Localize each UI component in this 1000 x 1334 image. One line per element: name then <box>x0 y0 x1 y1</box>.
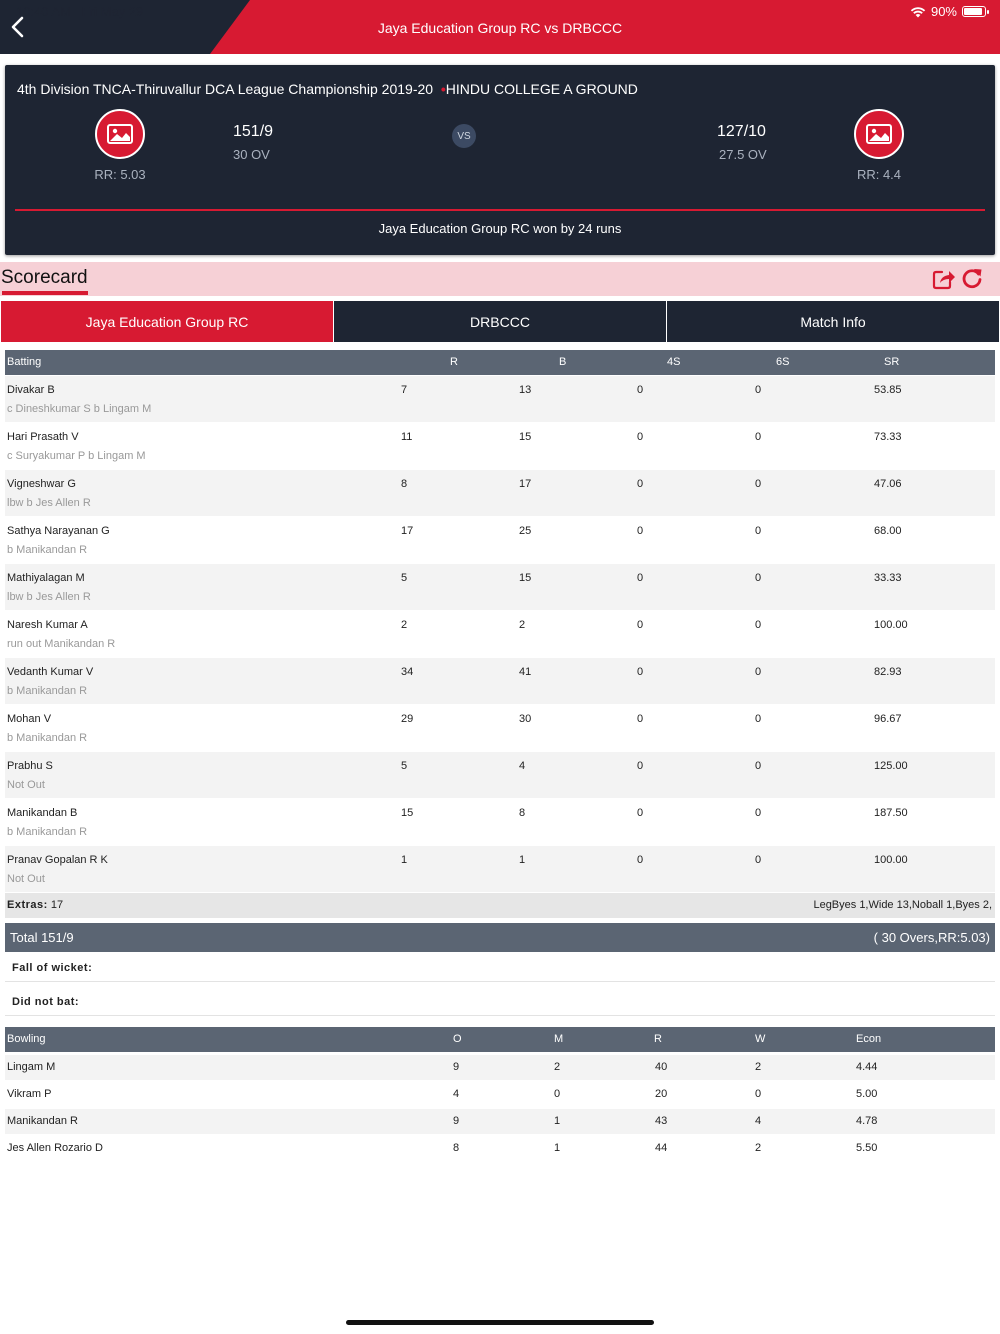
batter-name: Prabhu S <box>7 760 53 772</box>
dismissal-text: c Dineshkumar S b Lingam M <box>7 403 152 415</box>
sixes-cell: 0 <box>755 619 762 631</box>
team1-overs: 30 OV <box>233 147 270 162</box>
match-description <box>17 81 638 97</box>
share-icon <box>934 271 955 288</box>
fours-cell: 0 <box>637 666 644 678</box>
dismissal-text: c Suryakumar P b Lingam M <box>7 450 146 462</box>
balls-cell: 8 <box>519 807 526 819</box>
dismissal-text: b Manikandan R <box>7 732 88 744</box>
team2-score: 127/10 <box>717 123 766 140</box>
balls-cell: 4 <box>519 760 526 772</box>
fours-cell: 0 <box>637 478 644 490</box>
separator-dot: • <box>436 81 446 97</box>
extras-label: Extras: <box>7 899 48 911</box>
table-row[interactable] <box>5 1136 995 1161</box>
table-row[interactable] <box>5 470 995 516</box>
wifi-icon <box>910 6 926 18</box>
strike-rate-cell: 125.00 <box>874 760 908 772</box>
strike-rate-cell: 73.33 <box>874 431 902 443</box>
balls-cell: 41 <box>519 666 532 678</box>
strike-rate-cell: 33.33 <box>874 572 902 584</box>
table-row[interactable] <box>5 376 995 422</box>
team2-run-rate: RR: 4.4 <box>856 167 902 182</box>
team1-logo[interactable] <box>95 109 145 159</box>
table-row[interactable] <box>5 1082 995 1107</box>
table-row[interactable] <box>5 705 995 751</box>
runs-cell: 29 <box>401 713 414 725</box>
runs-cell: 5 <box>401 572 408 584</box>
runs-cell: 17 <box>401 525 414 537</box>
header-fours: 4S <box>667 356 681 368</box>
header-batting: Batting <box>7 356 42 368</box>
fours-cell: 0 <box>637 572 644 584</box>
team1-score: 151/9 <box>233 123 274 140</box>
strike-rate-cell: 100.00 <box>874 854 908 866</box>
sixes-cell: 0 <box>755 431 762 443</box>
fours-cell: 0 <box>637 760 644 772</box>
strike-rate-cell: 96.67 <box>874 713 902 725</box>
balls-cell: 2 <box>519 619 526 631</box>
overs-cell: 9 <box>453 1115 460 1127</box>
scorecard-title: Scorecard <box>1 267 88 288</box>
vs-badge: VS <box>452 124 476 148</box>
table-row[interactable] <box>5 517 995 563</box>
fours-cell: 0 <box>637 807 644 819</box>
bowler-name: Lingam M <box>7 1061 56 1073</box>
battery-percent: 90% <box>930 4 957 19</box>
tab-match-info[interactable]: Match Info <box>667 301 999 342</box>
maidens-cell: 1 <box>554 1142 561 1154</box>
fours-cell: 0 <box>637 619 644 631</box>
bowling-runs-cell: 43 <box>655 1115 668 1127</box>
dismissal-text: lbw b Jes Allen R <box>7 497 91 509</box>
card-divider <box>15 209 985 211</box>
bowling-table-header <box>5 1027 995 1052</box>
dismissal-text: b Manikandan R <box>7 685 88 697</box>
economy-cell: 5.00 <box>856 1088 878 1100</box>
balls-cell: 15 <box>519 431 532 443</box>
did-not-bat-label: Did not bat: <box>12 996 80 1008</box>
table-row[interactable] <box>5 846 995 892</box>
extras-detail: LegByes 1,Wide 13,Noball 1,Byes 2, <box>813 899 992 911</box>
batting-table-header <box>5 350 995 375</box>
batter-name: Pranav Gopalan R K <box>7 854 108 866</box>
table-row[interactable] <box>5 611 995 657</box>
image-placeholder-icon <box>866 124 892 144</box>
maidens-cell: 0 <box>554 1088 561 1100</box>
dismissal-text: run out Manikandan R <box>7 638 116 650</box>
table-row[interactable] <box>5 658 995 704</box>
total-label: Total 151/9 <box>10 930 74 945</box>
extras-label-wrap <box>7 899 63 911</box>
header-strike-rate: SR <box>884 356 900 368</box>
top-bar <box>0 0 1000 54</box>
runs-cell: 15 <box>401 807 414 819</box>
sixes-cell: 0 <box>755 854 762 866</box>
dismissal-text: Not Out <box>7 873 45 885</box>
economy-cell: 4.44 <box>856 1061 878 1073</box>
fall-of-wicket-row <box>5 954 995 982</box>
batter-name: Vedanth Kumar V <box>7 666 94 678</box>
header-sixes: 6S <box>776 356 790 368</box>
header-wickets: W <box>755 1033 766 1045</box>
sixes-cell: 0 <box>755 525 762 537</box>
share-button[interactable] <box>932 268 956 290</box>
batter-name: Mathiyalagan M <box>7 572 85 584</box>
table-row[interactable] <box>5 564 995 610</box>
fours-cell: 0 <box>637 431 644 443</box>
battery-level <box>964 8 982 15</box>
sixes-cell: 0 <box>755 807 762 819</box>
dismissal-text: Not Out <box>7 779 45 791</box>
runs-cell: 11 <box>401 431 413 443</box>
scorecard-title-underline <box>2 291 88 295</box>
refresh-button[interactable] <box>961 267 983 289</box>
balls-cell: 17 <box>519 478 532 490</box>
balls-cell: 30 <box>519 713 532 725</box>
image-placeholder-icon <box>107 124 133 144</box>
match-league: 4th Division TNCA-Thiruvallur DCA League Championship 2019-20 <box>17 81 434 97</box>
runs-cell: 34 <box>401 666 414 678</box>
strike-rate-cell: 68.00 <box>874 525 902 537</box>
bowling-runs-cell: 40 <box>655 1061 668 1073</box>
status-time <box>16 4 143 19</box>
match-result: Jaya Education Group RC won by 24 runs <box>378 221 622 236</box>
runs-cell: 1 <box>401 854 408 866</box>
bowler-name: Jes Allen Rozario D <box>7 1142 103 1154</box>
strike-rate-cell: 100.00 <box>874 619 908 631</box>
maidens-cell: 2 <box>554 1061 561 1073</box>
table-row[interactable] <box>5 423 995 469</box>
fours-cell: 0 <box>637 713 644 725</box>
overs-cell: 9 <box>453 1061 460 1073</box>
economy-cell: 4.78 <box>856 1115 878 1127</box>
overs-cell: 4 <box>453 1088 460 1100</box>
status-indicators <box>910 4 986 19</box>
total-row <box>5 923 995 952</box>
strike-rate-cell: 82.93 <box>874 666 902 678</box>
total-detail: ( 30 Overs,RR:5.03) <box>873 930 990 945</box>
runs-cell: 2 <box>401 619 408 631</box>
sixes-cell: 0 <box>755 760 762 772</box>
wickets-cell: 2 <box>755 1061 762 1073</box>
team2-logo[interactable] <box>854 109 904 159</box>
batter-name: Sathya Narayanan G <box>7 525 110 537</box>
balls-cell: 13 <box>519 384 532 396</box>
match-ground: HINDU COLLEGE A GROUND <box>445 81 638 97</box>
fall-of-wicket-label: Fall of wicket: <box>12 962 93 974</box>
battery-icon <box>962 6 986 17</box>
wickets-cell: 0 <box>755 1088 762 1100</box>
extras-value: 17 <box>50 899 64 911</box>
header-economy: Econ <box>856 1033 882 1045</box>
bowling-runs-cell: 20 <box>655 1088 668 1100</box>
dismissal-text: lbw b Jes Allen R <box>7 591 91 603</box>
scorecard-header <box>0 262 1000 296</box>
balls-cell: 1 <box>519 854 526 866</box>
bowling-runs-cell: 44 <box>655 1142 668 1154</box>
extras-row <box>5 893 995 918</box>
economy-cell: 5.50 <box>856 1142 878 1154</box>
home-indicator <box>346 1320 654 1325</box>
batter-name: Mohan V <box>7 713 52 725</box>
bowler-name: Manikandan R <box>7 1115 78 1127</box>
strike-rate-cell: 187.50 <box>874 807 908 819</box>
table-row[interactable] <box>5 1055 995 1080</box>
header-maidens: M <box>554 1033 564 1045</box>
wickets-cell: 2 <box>755 1142 762 1154</box>
team2-overs: 27.5 OV <box>719 147 767 162</box>
header-bowling: Bowling <box>7 1033 46 1045</box>
wickets-cell: 4 <box>755 1115 762 1127</box>
table-row[interactable] <box>5 799 995 845</box>
dismissal-text: b Manikandan R <box>7 544 88 556</box>
overs-cell: 8 <box>453 1142 460 1154</box>
strike-rate-cell: 53.85 <box>874 384 902 396</box>
status-date-text: Fri May 29 <box>81 4 144 19</box>
header-balls: B <box>559 356 567 368</box>
batter-name: Hari Prasath V <box>7 431 79 443</box>
sixes-cell: 0 <box>755 384 762 396</box>
batter-name: Manikandan B <box>7 807 78 819</box>
header-title: Jaya Education Group RC vs DRBCCC <box>377 20 623 36</box>
sixes-cell: 0 <box>755 713 762 725</box>
did-not-bat-row <box>5 988 995 1016</box>
status-time-text: 10:40 AM <box>16 4 71 19</box>
dismissal-text: b Manikandan R <box>7 826 88 838</box>
fours-cell: 0 <box>637 854 644 866</box>
runs-cell: 5 <box>401 760 408 772</box>
strike-rate-cell: 47.06 <box>874 478 902 490</box>
fours-cell: 0 <box>637 384 644 396</box>
table-row[interactable] <box>5 752 995 798</box>
tab-drbccc[interactable]: DRBCCC <box>334 301 666 342</box>
header-bowling-runs: R <box>654 1033 662 1045</box>
balls-cell: 25 <box>519 525 532 537</box>
table-row[interactable] <box>5 1109 995 1134</box>
batter-name: Divakar B <box>7 384 55 396</box>
tab-jaya-education-group-rc[interactable]: Jaya Education Group RC <box>1 301 333 342</box>
sixes-cell: 0 <box>755 666 762 678</box>
match-summary-card <box>5 65 995 255</box>
sixes-cell: 0 <box>755 478 762 490</box>
header-overs: O <box>453 1033 462 1045</box>
batter-name: Vigneshwar G <box>7 478 76 490</box>
batter-name: Naresh Kumar A <box>7 619 88 631</box>
balls-cell: 15 <box>519 572 532 584</box>
sixes-cell: 0 <box>755 572 762 584</box>
team1-run-rate: RR: 5.03 <box>94 167 146 182</box>
bowler-name: Vikram P <box>7 1088 52 1100</box>
runs-cell: 8 <box>401 478 408 490</box>
refresh-icon <box>964 269 981 287</box>
maidens-cell: 1 <box>554 1115 561 1127</box>
runs-cell: 7 <box>401 384 408 396</box>
fours-cell: 0 <box>637 525 644 537</box>
header-runs: R <box>450 356 458 368</box>
